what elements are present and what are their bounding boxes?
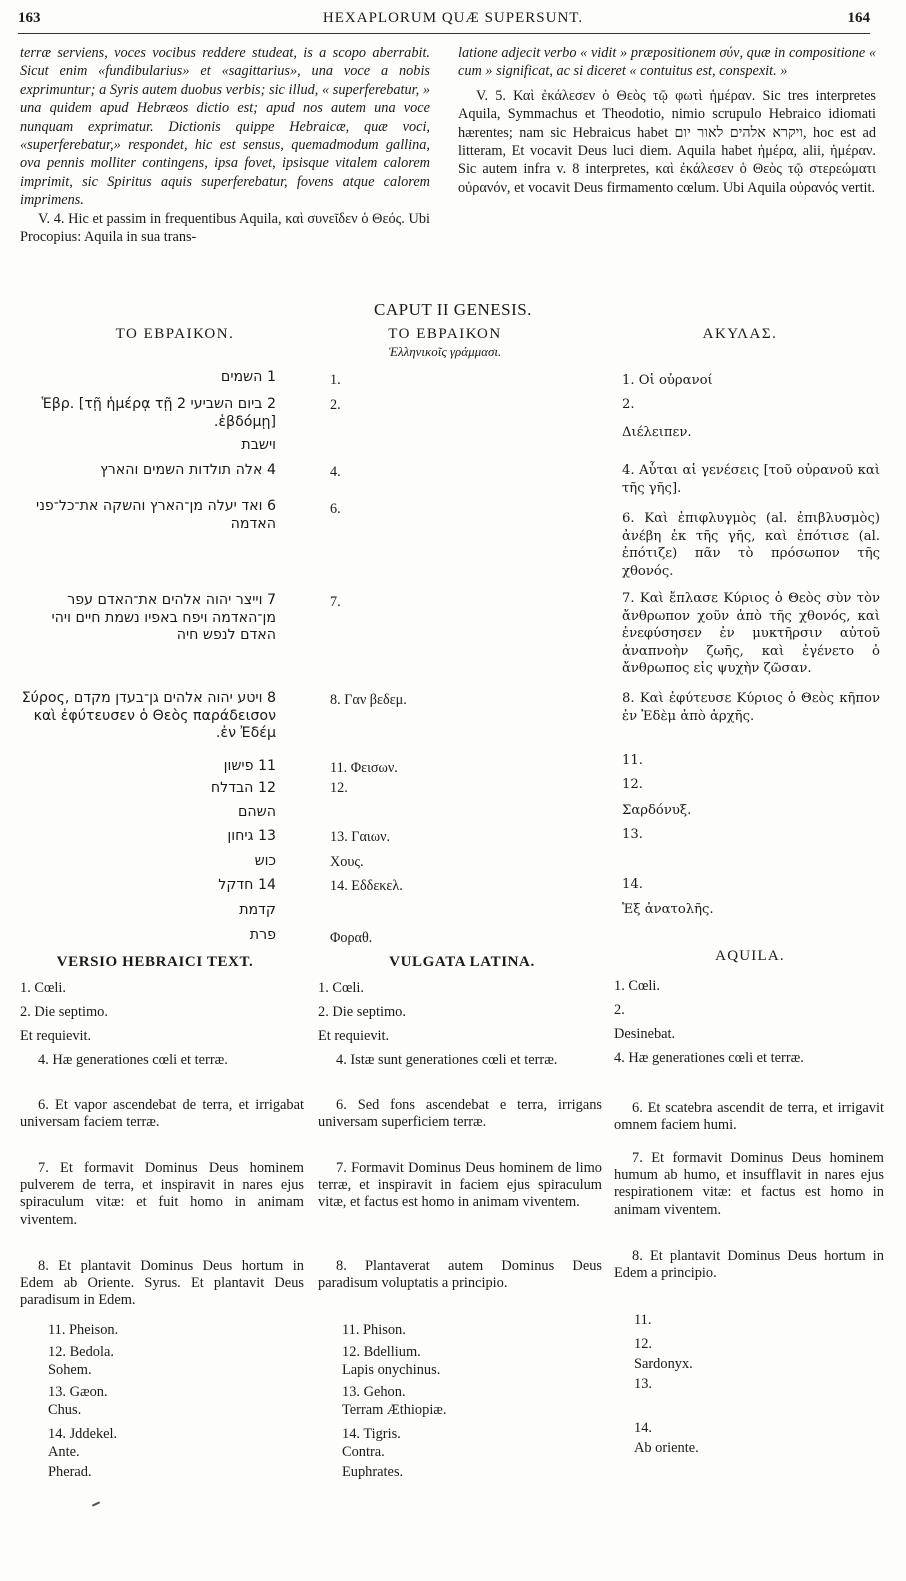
latin-verse: Desinebat. xyxy=(614,1026,676,1042)
latin-verse: 7. Formavit Dominus Deus hominem de limo terræ, et inspiravit in faciem ejus spiraculum vitæ, et factus est homo in animam viventem. xyxy=(318,1160,602,1211)
latin-verse: 13. Gehon. xyxy=(342,1384,406,1400)
table-cell-translit: 14. Εδδεκελ. xyxy=(330,878,403,894)
table-cell-aquila: 8. Καὶ ἐφύτευσε Κύριος ὁ Θεὸς κῆπον ἐν Ἐδὲμ ἀπὸ ἀρχῆς. xyxy=(622,691,880,724)
latin-verse: 1. Cœli. xyxy=(318,980,364,996)
latin-verse: 4. Istæ sunt generationes cœli et terræ. xyxy=(336,1052,558,1068)
table-cell-translit: 8. Γαν βεδεμ. xyxy=(330,692,407,708)
latin-verse: 12. Bedola. xyxy=(48,1344,114,1360)
column-subheading-transliteration: Ἑλληνικοῖς γράμμασι. xyxy=(388,344,502,359)
running-title: HEXAPLORUM QUÆ SUPERSUNT. xyxy=(322,10,584,26)
header-rule xyxy=(18,33,870,34)
table-cell-aquila: 4. Αὗται αἱ γενέσεις [τοῦ οὐρανοῦ καὶ τῆς γῆς]. xyxy=(622,463,880,496)
table-cell-aquila: 12. xyxy=(622,777,643,792)
ink-speck xyxy=(92,1501,100,1506)
latin-verse: 6. Et vapor ascendebat de terra, et irrigabat universam faciem terræ. xyxy=(20,1097,304,1131)
table-cell-hebrew: קדמת xyxy=(239,902,276,918)
latin-verse: Contra. xyxy=(342,1444,385,1460)
latin-verse: 1. Cœli. xyxy=(20,980,66,996)
table-cell-hebrew: 12 הבדלח xyxy=(210,780,276,796)
column-heading-transliteration: ΤΟ ΕΒΡΑΙΚΟΝ xyxy=(388,326,502,342)
table-cell-aquila: 1. Οἱ οὐρανοί xyxy=(622,373,713,388)
table-cell-hebrew: וישבת xyxy=(241,437,276,453)
table-cell-hebrew: 4 אלה תולדות השמים והארץ xyxy=(100,462,276,478)
table-cell-hebrew: 2 ביום השביעי 2 Ἑβρ. [τῇ ἡμέρᾳ τῇ ἑβδόμῃ]. xyxy=(41,396,276,430)
table-cell-translit: 4. xyxy=(330,464,341,480)
latin-verse: 11. Pheison. xyxy=(48,1322,119,1338)
latin-verse: 7. Et formavit Dominus Deus hominem pulverem de terra, et inspiravit in nares ejus spiraculum vitæ: et fuit homo in animam viventem. xyxy=(20,1160,304,1228)
table-cell-translit: 7. xyxy=(330,594,341,610)
latin-verse: Sohem. xyxy=(48,1362,92,1378)
latin-verse: 13. Gæon. xyxy=(48,1384,108,1400)
latin-verse: 6. Sed fons ascendebat e terra, irrigans universam superficiem terræ. xyxy=(318,1097,602,1131)
table-cell-translit: 11. Φεισων. xyxy=(330,760,398,776)
latin-verse: 6. Et scatebra ascendit de terra, et irrigavit omnem faciem humi. xyxy=(614,1100,884,1134)
page-number-right: 164 xyxy=(847,10,870,26)
commentary-paragraph: V. 4. Hic et passim in frequentibus Aquila, καὶ συνεῖδεν ὁ Θεός. Ubi Procopius: Aquila in sua trans- xyxy=(20,210,430,246)
table-cell-translit: Χους. xyxy=(330,854,364,870)
table-cell-hebrew: 14 חדקל xyxy=(218,877,276,893)
latin-verse: 8. Et plantavit Dominus Deus hortum in Edem a principio. xyxy=(614,1248,884,1282)
column-heading-hebrew: ΤΟ ΕΒΡΑΙΚΟΝ. xyxy=(115,326,235,342)
latin-verse: Et requievit. xyxy=(318,1028,390,1044)
column-heading-aquila: ΑΚΥΛΑΣ. xyxy=(702,326,778,342)
latin-heading-versio: VERSIO HEBRAICI TEXT. xyxy=(56,954,254,970)
table-cell-aquila: Διέλειπεν. xyxy=(622,425,692,440)
commentary-paragraph: terræ serviens, voces vocibus reddere studeat, is a scopo aberrabit. Sicut enim «fundibularius» et «sagittarius», una voce a nobis exprimuntur; a Syris autem duobus verbis; sic illud, « superferebatur, » una quidem apud Hebræos dictio est; apud nos autem una voce nunquam exprimatur. Dictionis quippe Hebraicæ, quæ voci, «superferebatur,» respondet, hic est sensus, quemadmodum gallina, ova pennis molliter contingens, ipsa fovet, ipsisque vitalem calorem imprimit, sic Spiritus aquis superferebatur, fovens atque calorem imprimens. xyxy=(20,45,430,209)
table-cell-translit: 12. xyxy=(330,780,348,796)
latin-verse: 12. Bdellium. xyxy=(342,1344,421,1360)
latin-verse: Et requievit. xyxy=(20,1028,92,1044)
table-cell-translit: 6. xyxy=(330,501,341,517)
latin-verse: 4. Hæ generationes cœli et terræ. xyxy=(38,1052,228,1068)
commentary-right-column xyxy=(458,44,876,197)
latin-verse: Terram Æthiopiæ. xyxy=(342,1402,447,1418)
latin-verse: Ante. xyxy=(48,1444,80,1460)
latin-verse: Pherad. xyxy=(48,1464,92,1480)
table-cell-aquila: Σαρδόνυξ. xyxy=(622,803,692,818)
latin-verse: 2. xyxy=(614,1002,625,1018)
latin-verse: 13. xyxy=(634,1376,652,1392)
table-cell-aquila: 6. Καὶ ἐπιφλυγμὸς (al. ἐπιβλυσμὸς) ἀνέβη ἐκ τῆς γῆς, καὶ ἐπότισε (al. ἐπότιζε) πᾶν τὸ πρόσωπον τῆς χθονός. xyxy=(622,511,880,579)
latin-heading-aquila: AQUILA. xyxy=(715,948,785,964)
table-cell-translit: Φοραθ. xyxy=(330,930,373,946)
latin-verse: 11. xyxy=(634,1312,652,1328)
table-cell-aquila: Ἐξ ἀνατολῆς. xyxy=(622,902,714,917)
latin-verse: 11. Phison. xyxy=(342,1322,406,1338)
table-cell-aquila: 7. Καὶ ἔπλασε Κύριος ὁ Θεὸς σὺν τὸν ἄνθρωπον χοῦν ἀπὸ τῆς χθονός, καὶ ἐνεφύσησεν ἐν μυκτῆρσιν αὐτοῦ ἀναπνοὴν ζωῆς, καὶ ἐγένετο ὁ ἄνθρωπος εἰς ψυχὴν ζῶσαν. xyxy=(622,591,880,677)
table-cell-hebrew: כוש xyxy=(254,853,276,869)
table-cell-aquila: 14. xyxy=(622,877,643,892)
table-cell-hebrew: 11 פישון xyxy=(223,758,276,774)
table-cell-aquila: 11. xyxy=(622,753,643,768)
table-cell-hebrew: 6 ואד יעלה מן־הארץ והשקה את־כל־פני האדמה xyxy=(36,498,276,532)
latin-verse: Sardonyx. xyxy=(634,1356,693,1372)
latin-heading-vulgata: VULGATA LATINA. xyxy=(389,954,535,970)
latin-verse: Chus. xyxy=(48,1402,82,1418)
latin-verse: Euphrates. xyxy=(342,1464,404,1480)
chapter-heading: CAPUT II GENESIS. xyxy=(374,300,532,319)
latin-verse: 14. xyxy=(634,1420,652,1436)
latin-verse: 8. Plantaverat autem Dominus Deus paradisum voluptatis a principio. xyxy=(318,1258,602,1292)
table-cell-aquila: 2. xyxy=(622,397,635,412)
latin-verse: 12. xyxy=(634,1336,652,1352)
table-cell-translit: 1. xyxy=(330,372,341,388)
commentary-left-column xyxy=(20,44,430,246)
commentary-paragraph: V. 5. Καὶ ἐκάλεσεν ὁ Θεὸς τῷ φωτὶ ἡμέραν. Sic tres interpretes Aquila, Symmachus et Theodotio, nimio scrupulo Hebraico idiomati hærentes; nam sic Hebraicus habet ויקרא אלהים לאור יום, hoc est ad litteram, Et vocavit Deus luci diem. Aquila habet ἡμέρα, alii, ἡμέραν. Sic autem infra v. 8 interpretes, καὶ ἐκάλεσεν ὁ Θεὸς τῷ στερεώματι οὐρανόν, et vocavit Deus firmamento cœlum. Ubi Aquila οὐρανός vertit. xyxy=(458,87,876,196)
latin-verse: Ab oriente. xyxy=(634,1440,699,1456)
table-cell-translit: 2. xyxy=(330,397,341,413)
table-cell-hebrew: פרת xyxy=(249,927,276,943)
latin-verse: 2. Die septimo. xyxy=(20,1004,108,1020)
latin-verse: 1. Cœli. xyxy=(614,978,660,994)
table-cell-hebrew: 13 גיחון xyxy=(227,828,276,844)
table-cell-translit: 13. Γαιων. xyxy=(330,829,391,845)
latin-verse: Lapis onychinus. xyxy=(342,1362,441,1378)
latin-verse: 14. Tigris. xyxy=(342,1426,401,1442)
latin-verse: 14. Jddekel. xyxy=(48,1426,118,1442)
latin-verse: 7. Et formavit Dominus Deus hominem humum ab humo, et insufflavit in nares ejus respirationem vitæ: et factus est homo in animam viventem. xyxy=(614,1150,884,1218)
latin-verse: 4. Hæ generationes cœli et terræ. xyxy=(614,1050,804,1066)
commentary-paragraph: latione adjecit verbo « vidit » præpositionem σύν, quæ in compositione « cum » significat, ac si diceret « contuitus est, conspexit. » xyxy=(458,45,876,80)
latin-verse: 8. Et plantavit Dominus Deus hortum in Edem ab Oriente. Syrus. Et plantavit Deus paradisum in Edem. xyxy=(20,1258,304,1309)
table-cell-hebrew: השהם xyxy=(237,804,276,820)
table-cell-hebrew: 8 ויטע יהוה אלהים גן־בעדן מקדם Σύρος, καὶ ἐφύτευσεν ὁ Θεὸς παράδεισον ἐν Ἐδέμ. xyxy=(21,690,276,742)
table-cell-aquila: 13. xyxy=(622,827,643,842)
table-cell-hebrew: 7 וייצר יהוה אלהים את־האדם עפר מן־האדמה ויפח באפיו נשמת חיים ויהי האדם לנפש חיה xyxy=(51,592,276,644)
latin-verse: 2. Die septimo. xyxy=(318,1004,406,1020)
page-number-left: 163 xyxy=(18,10,41,26)
table-cell-hebrew: 1 השמים xyxy=(220,369,276,385)
